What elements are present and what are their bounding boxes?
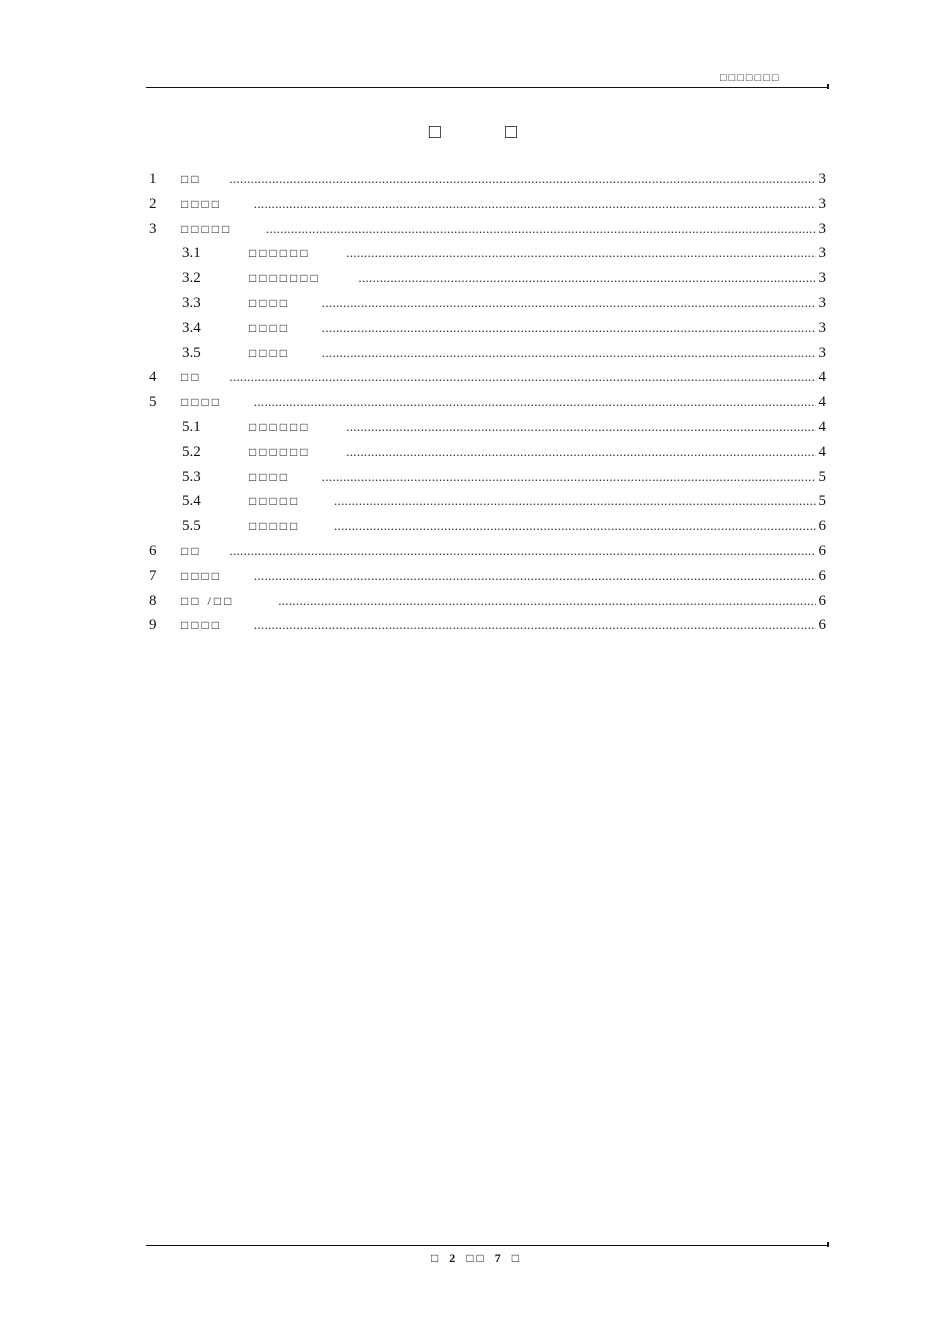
toc-entry-label: □□ [181,543,202,558]
toc-entry-number: 3.4 [182,319,201,336]
toc-leader-dots [254,193,816,215]
toc-entry-page: 6 [818,567,826,584]
toc-entry-label: □□ [181,370,202,385]
toc-entry-label: □□□□□ [181,221,233,236]
toc-entry-label: □□ /□□ [181,593,235,608]
toc-entry-page: 4 [818,394,826,411]
toc-title-char-1: □ [428,121,475,143]
toc-leader-dots [334,515,816,537]
toc-entry-page: 3 [818,270,826,287]
toc-entry-number: 2 [149,195,157,212]
footer-mid: □ □ [466,1251,484,1265]
toc-entry-page: 3 [818,294,826,311]
toc-entry-page: 4 [818,369,826,386]
header-rule-tick [827,84,829,89]
toc-entry-label: □□ [181,172,202,186]
toc-leader-dots [346,441,816,463]
toc-leader-dots [254,614,816,636]
toc-entry-number: 5 [149,394,157,411]
toc-leader-dots [278,590,816,612]
toc-leader-dots [346,242,816,264]
toc-entry-number: 5.5 [182,518,201,535]
toc-entry[interactable] [146,168,826,193]
toc-entry-label: □□□□ [249,345,290,360]
toc-entry[interactable] [146,193,826,218]
toc-entry-label: □□□□□ [249,494,301,509]
toc-leader-dots [254,391,816,413]
toc-leader-dots [358,267,816,289]
toc-entry-number: 1 [149,171,157,187]
toc-title-char-2: □ [505,121,552,143]
footer-suffix: □ [511,1251,519,1265]
toc-leader-dots [266,218,816,240]
toc-entry-number: 4 [149,369,157,386]
toc-title [0,121,950,144]
toc-leader-dots [322,292,816,314]
toc-entry[interactable] [146,242,826,267]
toc-entry-label: □□□□□ [249,519,301,534]
toc-entry[interactable] [146,391,826,416]
toc-entry-page: 3 [818,171,826,187]
toc-entry[interactable] [146,565,826,590]
toc-entry-label: □□□□ [181,395,222,410]
footer-current-page: 2 [449,1251,456,1265]
toc-entry[interactable] [146,416,826,441]
toc-entry-label: □□□□ [181,568,222,583]
toc-entry-label: □□□□□□ [249,419,311,434]
toc-entry[interactable] [146,267,826,292]
toc-entry-page: 5 [818,493,826,510]
page-footer [0,1251,950,1266]
toc-leader-dots [229,168,816,190]
footer-rule [146,1245,829,1246]
toc-entry-label: □□□□□□□ [249,271,321,286]
toc-entry-number: 6 [149,542,157,559]
toc-entry-page: 6 [818,542,826,559]
table-of-contents [146,168,826,639]
toc-entry-page: 3 [818,195,826,212]
toc-entry-number: 5.3 [182,468,201,485]
toc-entry[interactable] [146,317,826,342]
toc-leader-dots [229,540,816,562]
toc-entry-page: 4 [818,443,826,460]
toc-entry-page: 3 [818,319,826,336]
toc-entry-page: 3 [818,245,826,262]
toc-entry[interactable] [146,540,826,565]
toc-entry-label: □□□□ [249,469,290,484]
toc-entry[interactable] [146,490,826,515]
toc-entry-label: □□□□ [181,196,222,211]
header-rule [146,87,829,88]
footer-prefix: □ [431,1251,439,1265]
toc-leader-dots [334,490,816,512]
toc-entry[interactable] [146,466,826,491]
toc-entry-page: 5 [818,468,826,485]
toc-entry-number: 7 [149,567,157,584]
toc-entry-label: □□□□ [181,618,222,633]
toc-leader-dots [322,317,816,339]
toc-entry-page: 6 [818,518,826,535]
toc-entry[interactable] [146,218,826,243]
toc-leader-dots [229,366,816,388]
toc-entry[interactable] [146,614,826,639]
toc-entry[interactable] [146,366,826,391]
toc-entry-page: 3 [818,344,826,361]
toc-entry-number: 9 [149,617,157,634]
toc-entry[interactable] [146,441,826,466]
toc-entry-label: □□□□ [249,320,290,335]
toc-entry-page: 6 [818,617,826,634]
toc-entry-label: □□□□ [249,295,290,310]
toc-entry-label: □□□□□□ [249,246,311,261]
toc-entry[interactable] [146,590,826,615]
toc-entry-number: 3.3 [182,294,201,311]
footer-rule-tick [827,1242,829,1247]
toc-entry-page: 4 [818,418,826,435]
toc-entry[interactable] [146,292,826,317]
toc-entry-number: 3.5 [182,344,201,361]
toc-leader-dots [322,466,816,488]
toc-entry-number: 3.1 [182,245,201,262]
toc-leader-dots [254,565,816,587]
toc-leader-dots [322,342,816,364]
toc-entry-number: 3 [149,220,157,237]
toc-entry-number: 5.4 [182,493,201,510]
toc-leader-dots [346,416,816,438]
toc-entry[interactable] [146,515,826,540]
toc-entry-number: 5.1 [182,418,201,435]
footer-total-pages: 7 [494,1251,501,1265]
toc-entry[interactable] [146,342,826,367]
toc-entry-page: 3 [818,220,826,237]
running-header: □□□□□□□ [720,72,781,84]
toc-entry-page: 6 [818,592,826,609]
toc-entry-number: 3.2 [182,270,201,287]
toc-entry-number: 8 [149,592,157,609]
toc-entry-label: □□□□□□ [249,444,311,459]
toc-entry-number: 5.2 [182,443,201,460]
